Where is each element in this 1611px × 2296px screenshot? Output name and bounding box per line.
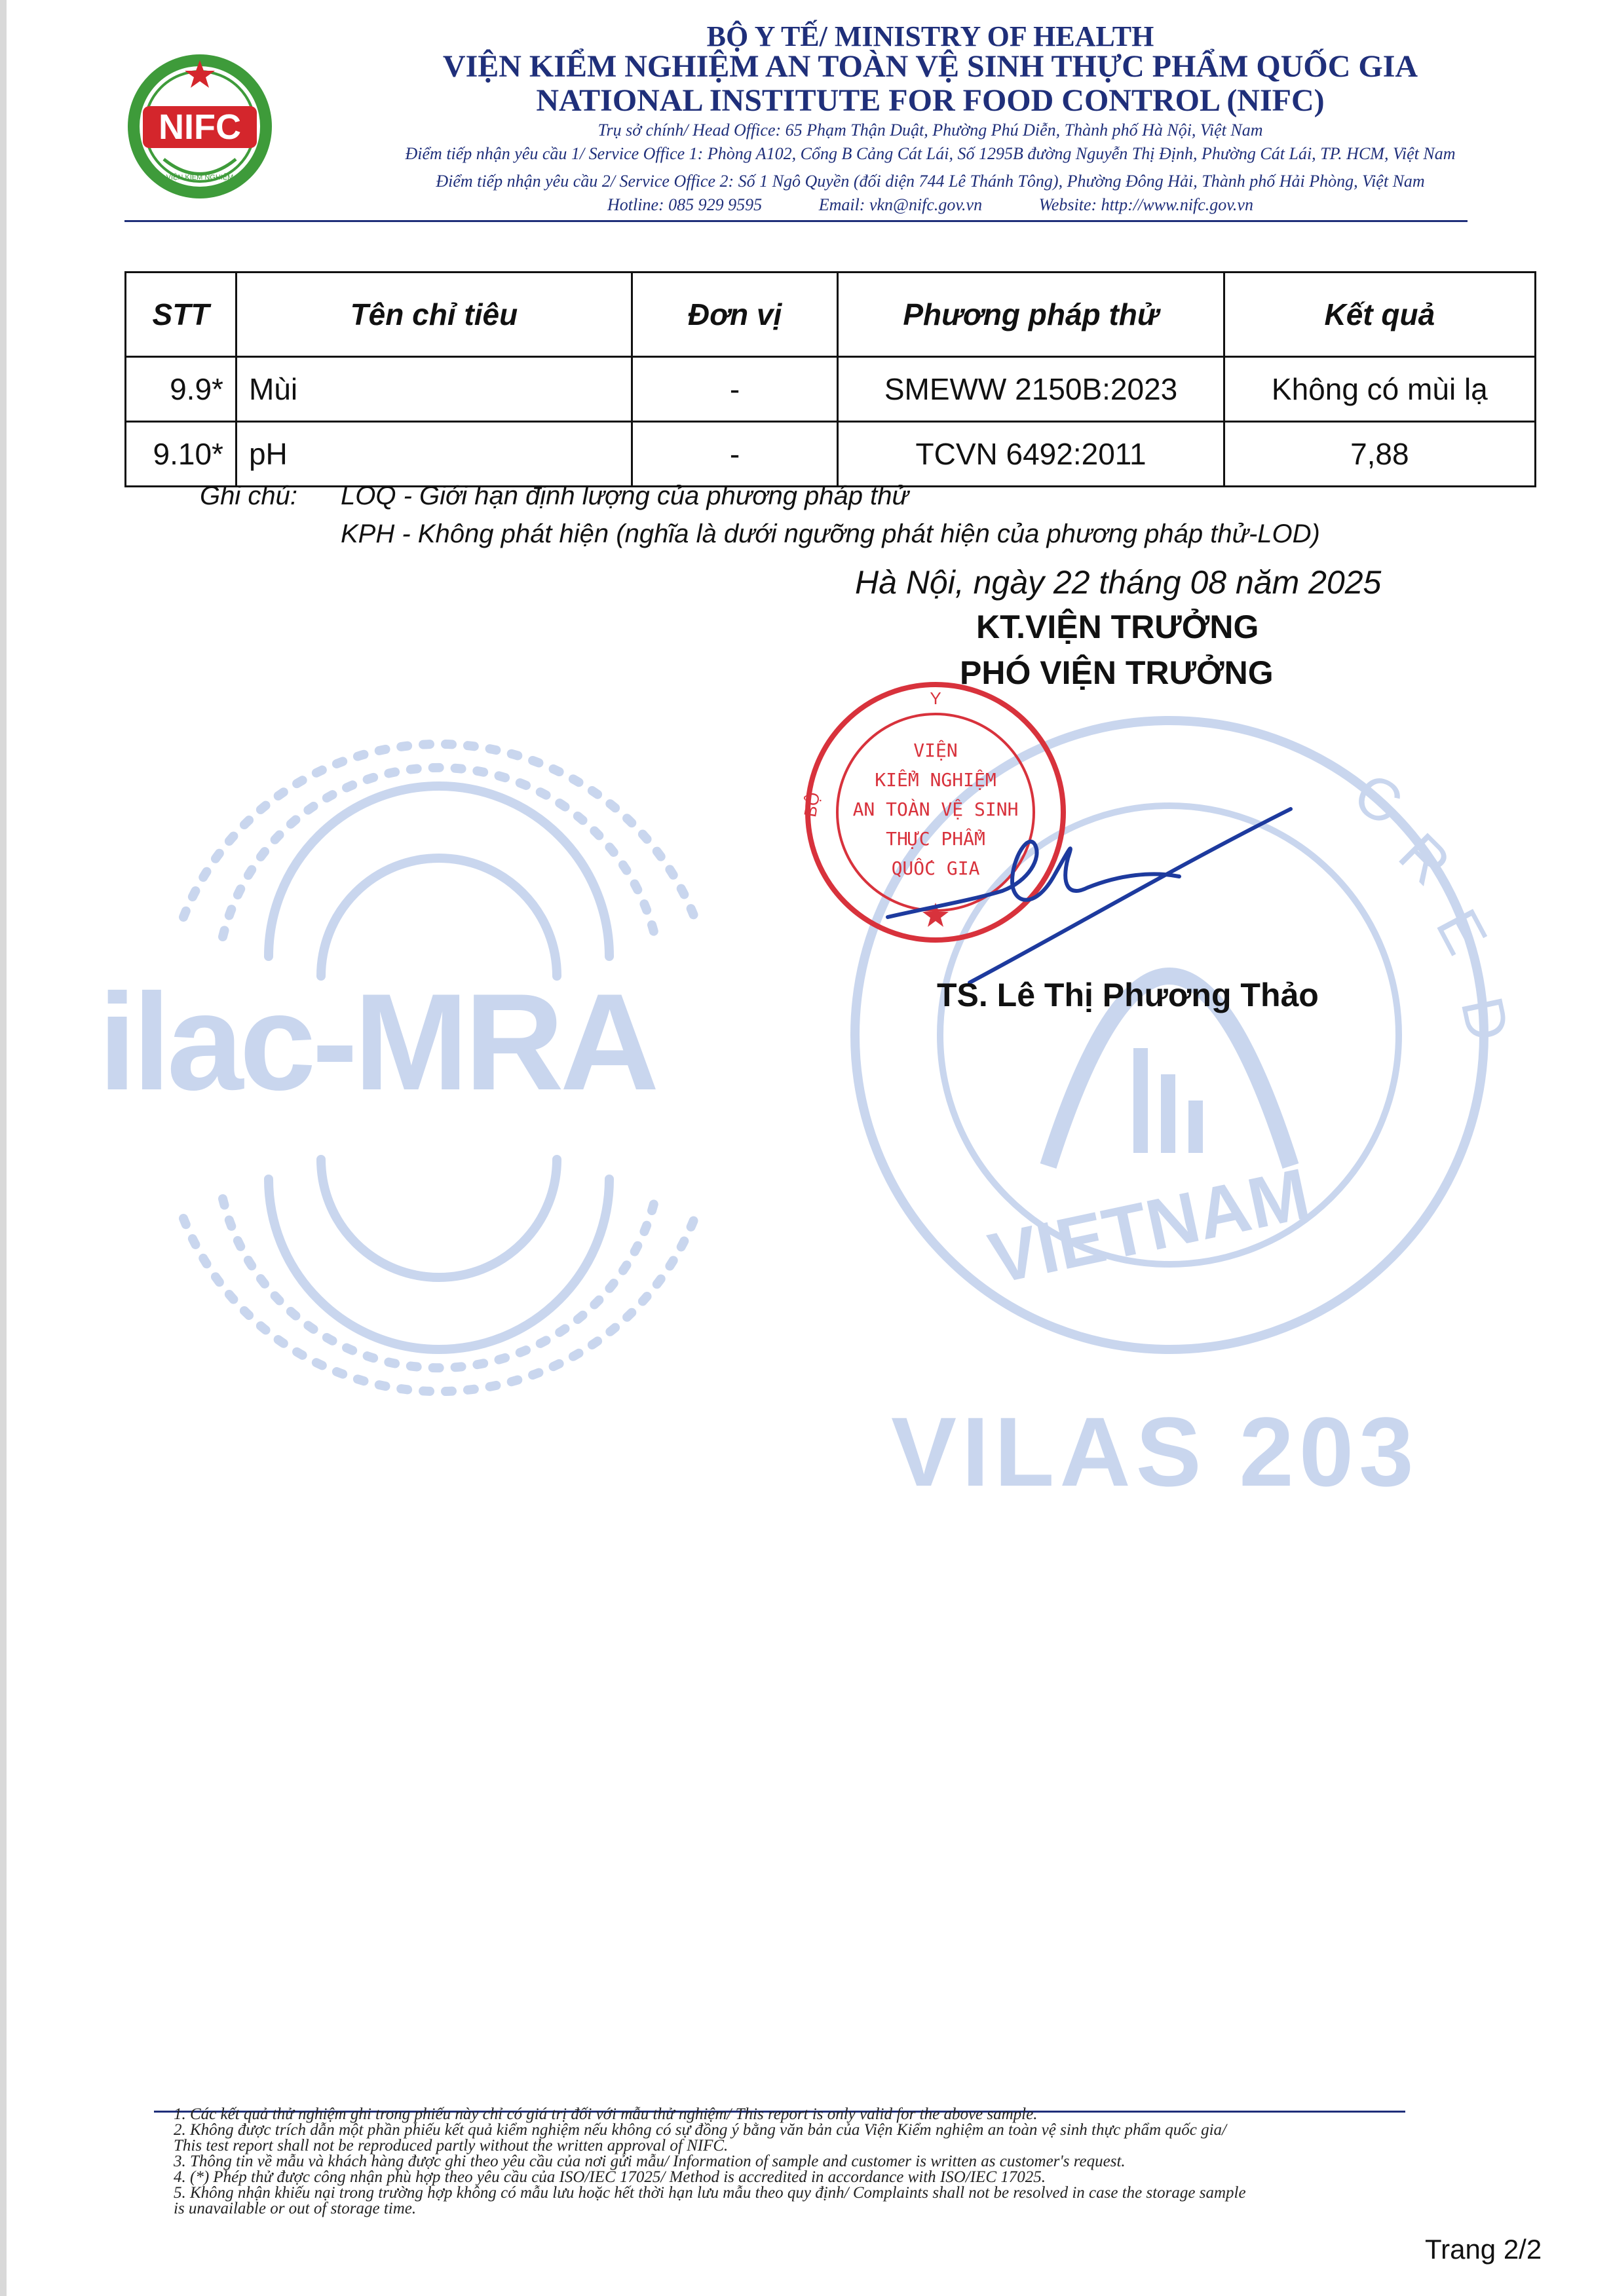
cell-method: TCVN 6492:2011 (838, 422, 1224, 487)
note-loq: LOQ - Giới hạn định lượng của phương pháp thử (341, 481, 909, 510)
logo-subtext: VIỆN KIỂM NGHIỆM (166, 174, 234, 181)
signer-title-1: KT.VIỆN TRƯỞNG (976, 609, 1259, 645)
cell-stt: 9.9* (126, 357, 237, 422)
col-unit: Đơn vị (632, 273, 838, 357)
scan-edge (0, 0, 7, 2296)
institute-name-vn: VIỆN KIỂM NGHIỆM AN TOÀN VỆ SINH THỰC PHẨM QUỐC GIA (442, 49, 1418, 84)
website: Website: http://www.nifc.gov.vn (1038, 195, 1253, 214)
stamp-line-5: QUỐC GIA (891, 857, 980, 879)
head-office-address: Trụ sở chính/ Head Office: 65 Phạm Thận Duật, Phường Phú Diễn, Thành phố Hà Nội, Việt Nam (597, 121, 1263, 140)
col-name: Tên chỉ tiêu (236, 273, 632, 357)
logo-text: NIFC (159, 107, 241, 147)
results-table (124, 271, 1536, 487)
nifc-logo (124, 51, 275, 202)
stamp-line-4: THỰC PHẨM (886, 828, 985, 850)
vilas-country: VIETNAM (982, 1153, 1317, 1300)
cell-result: Không có mùi lạ (1224, 357, 1535, 422)
svg-text:E: E (1423, 899, 1500, 965)
cell-unit: - (632, 357, 838, 422)
footnote-2: 2. Không được trích dẫn một phần phiếu kết quả kiểm nghiệm nếu không có sự đồng ý bằng văn bản của Viện Kiểm nghiệm an toàn vệ sinh thực phẩm quốc gia/ (174, 2121, 1226, 2139)
service-office-2: Điểm tiếp nhận yêu cầu 2/ Service Office 2: Số 1 Ngô Quyền (đối diện 744 Lê Thánh Tông), Phường Đông Hải, Thành phố Hải Phòng, Việt Nam (436, 172, 1425, 191)
service-office-1: Điểm tiếp nhận yêu cầu 1/ Service Office 1: Phòng A102, Cổng B Cảng Cát Lái, Số 1295B đường Nguyễn Thị Định, Phường Cát Lái, TP. HCM, Việt Nam (405, 144, 1456, 163)
col-result: Kết quả (1224, 273, 1535, 357)
handwritten-signature (871, 760, 1343, 1009)
notes-label: Ghi chú: (200, 481, 297, 510)
footnote-5-cont: is unavailable or out of storage time. (174, 2200, 417, 2217)
cell-name: Mùi (236, 357, 632, 422)
footnote-2-en: This test report shall not be reproduced partly without the written approval of NIFC. (174, 2137, 729, 2155)
email: Email: vkn@nifc.gov.vn (818, 195, 983, 214)
col-stt: STT (126, 273, 237, 357)
issue-date: Hà Nội, ngày 22 tháng 08 năm 2025 (855, 564, 1382, 601)
cell-result: 7,88 (1224, 422, 1535, 487)
table-row (126, 357, 1536, 422)
header-rule (124, 220, 1468, 222)
stamp-line-1: VIỆN (913, 740, 958, 761)
table-header-row (126, 273, 1536, 357)
footnote-4: 4. (*) Phép thử được công nhận phù hợp theo yêu cầu của ISO/IEC 17025/ Method is accredited in accordance with ISO/IEC 17025. (174, 2168, 1046, 2186)
col-method: Phương pháp thử (838, 273, 1224, 357)
footnotes (174, 2107, 1418, 2217)
institute-name-en: NATIONAL INSTITUTE FOR FOOD CONTROL (NIFC) (536, 83, 1325, 118)
table-row (126, 422, 1536, 487)
ministry-title: BỘ Y TẾ/ MINISTRY OF HEALTH (706, 20, 1154, 52)
cell-name: pH (236, 422, 632, 487)
hotline: Hotline: 085 929 9595 (607, 195, 763, 214)
cell-unit: - (632, 422, 838, 487)
svg-text:D: D (1448, 991, 1521, 1047)
svg-text:R: R (1386, 821, 1463, 898)
footnote-1: 1. Các kết quả thử nghiệm ghi trong phiếu này chỉ có giá trị đối với mẫu thử nghiệm/ This report is only valid for the above sample. (174, 2105, 1038, 2123)
stamp-line-3: AN TOÀN VỆ SINH (852, 799, 1019, 820)
footnote-3: 3. Thông tin về mẫu và khách hàng được ghi theo yêu cầu của nơi gửi mẫu/ Information of sample and customer is written as customer's request. (174, 2153, 1126, 2170)
stamp-line-2: KIỂM NGHIỆM (875, 769, 996, 791)
vilas-code: VILAS 203 (891, 1397, 1419, 1507)
signer-title-2: PHÓ VIỆN TRƯỞNG (960, 654, 1274, 691)
cell-stt: 9.10* (126, 422, 237, 487)
note-kph: KPH - Không phát hiện (nghĩa là dưới ngưỡng phát hiện của phương pháp thử-LOD) (341, 519, 1320, 548)
ilac-mra-text: ilac-MRA (98, 965, 656, 1119)
stamp-side-text: BỘ (800, 791, 824, 819)
footnote-5: 5. Không nhận khiếu nại trong trường hợp không có mẫu lưu hoặc hết thời hạn lưu mẫu theo quy định/ Complaints shall not be resolved in case the storage sample (174, 2184, 1246, 2202)
cell-method: SMEWW 2150B:2023 (838, 357, 1224, 422)
stamp-top-text: Y (930, 688, 941, 708)
contact-line (288, 195, 1572, 215)
page-number: Trang 2/2 (1425, 2234, 1542, 2265)
svg-text:C: C (1343, 760, 1413, 838)
signer-name: TS. Lê Thị Phương Thảo (937, 977, 1319, 1013)
